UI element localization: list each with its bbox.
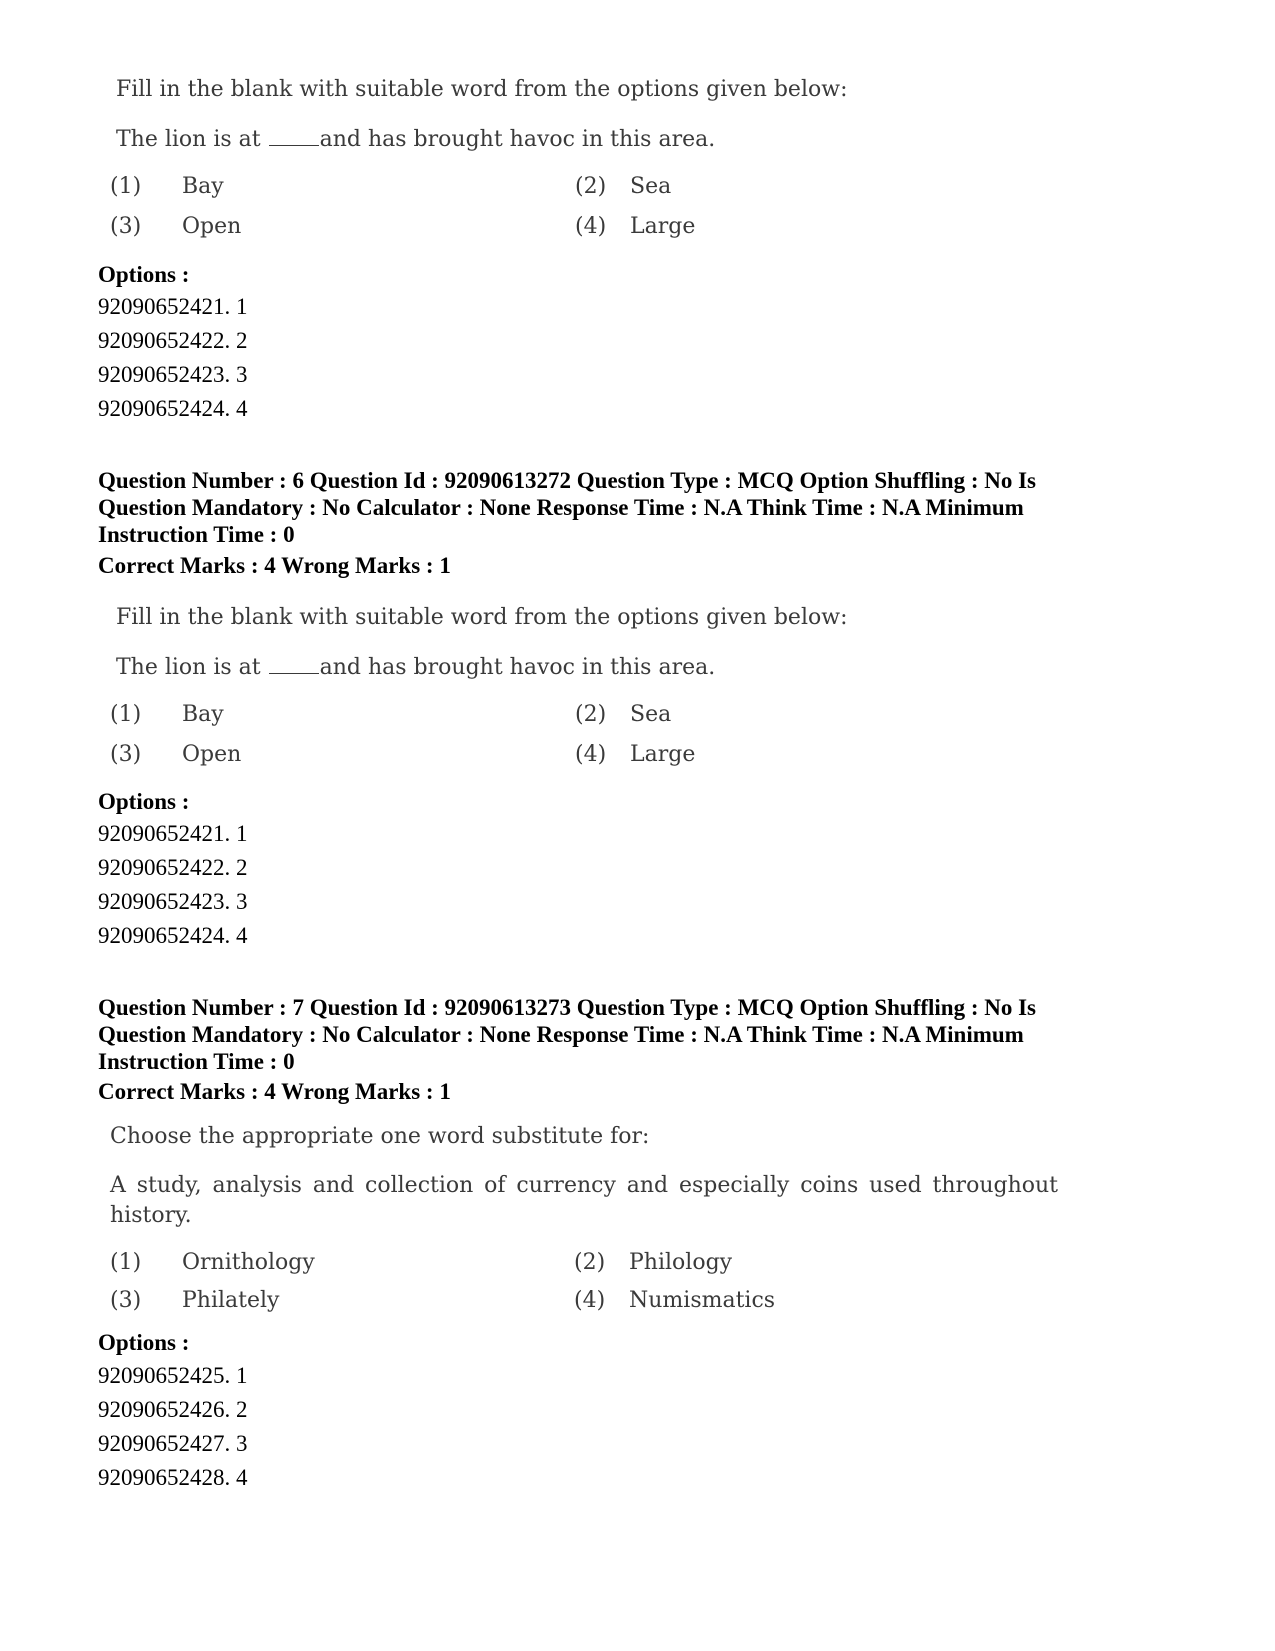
q7-question-block	[110, 1122, 1110, 1322]
q5-sentence-before: The lion is at	[116, 127, 261, 152]
q6-meta-line-1: Question Number : 6 Question Id : 92090613272 Question Type : MCQ Option Shuffling : No Is	[98, 468, 1037, 493]
q6-meta	[98, 467, 1188, 548]
q7-choice-1: (1) Ornithology	[110, 1250, 315, 1275]
q5-instruction: Fill in the blank with suitable word from the options given below:	[116, 77, 848, 102]
q5-options-label: Options :	[98, 262, 190, 287]
q5-option-2: 92090652422. 2	[98, 328, 248, 353]
q5-option-1: 92090652421. 1	[98, 294, 248, 319]
q6-question-block	[110, 603, 1110, 783]
q5-choice-2: (2) Sea	[575, 174, 672, 199]
q5-question-block	[110, 75, 1110, 255]
q7-choice-2: (2) Philology	[574, 1250, 733, 1275]
q5-choice-1: (1) Bay	[110, 174, 224, 199]
q7-paragraph: A study, analysis and collection of currency and especially coins used throughout history.	[110, 1173, 1058, 1228]
q7-options-list	[98, 1359, 248, 1495]
q6-meta-line-3: Instruction Time : 0	[98, 522, 295, 547]
q6-instruction: Fill in the blank with suitable word from the options given below:	[116, 605, 848, 630]
q6-choice-1: (1) Bay	[110, 702, 224, 727]
q5-choice-3: (3) Open	[110, 214, 242, 239]
q6-sentence-after: and has brought havoc in this area.	[319, 655, 716, 680]
q5-choice-4: (4) Large	[575, 214, 696, 239]
q6-option-3: 92090652423. 3	[98, 889, 248, 914]
q6-option-1: 92090652421. 1	[98, 821, 248, 846]
q7-meta-line-3: Instruction Time : 0	[98, 1049, 295, 1074]
q6-blank	[269, 655, 319, 674]
q7-choice-4: (4) Numismatics	[574, 1288, 776, 1313]
q5-option-4: 92090652424. 4	[98, 396, 248, 421]
q5-sentence	[116, 125, 715, 155]
q6-sentence-before: The lion is at	[116, 655, 261, 680]
q6-choice-4: (4) Large	[575, 742, 696, 767]
q7-option-3: 92090652427. 3	[98, 1431, 248, 1456]
q6-choice-3: (3) Open	[110, 742, 242, 767]
q7-option-4: 92090652428. 4	[98, 1465, 248, 1490]
q6-meta-line-2: Question Mandatory : No Calculator : None Response Time : N.A Think Time : N.A Minimum	[98, 495, 1024, 520]
q6-option-4: 92090652424. 4	[98, 923, 248, 948]
q7-meta	[98, 994, 1188, 1075]
q7-choice-3: (3) Philately	[110, 1288, 280, 1313]
q6-options-label: Options :	[98, 789, 190, 814]
q7-meta-line-2: Question Mandatory : No Calculator : None Response Time : N.A Think Time : N.A Minimum	[98, 1022, 1024, 1047]
q6-options-list	[98, 817, 248, 953]
q7-meta-line-1: Question Number : 7 Question Id : 92090613273 Question Type : MCQ Option Shuffling : No Is	[98, 995, 1037, 1020]
q6-choice-2: (2) Sea	[575, 702, 672, 727]
q5-blank	[269, 127, 319, 146]
q6-marks: Correct Marks : 4 Wrong Marks : 1	[98, 553, 451, 578]
q7-option-2: 92090652426. 2	[98, 1397, 248, 1422]
q5-sentence-after: and has brought havoc in this area.	[319, 127, 716, 152]
q7-option-1: 92090652425. 1	[98, 1363, 248, 1388]
q7-marks: Correct Marks : 4 Wrong Marks : 1	[98, 1079, 451, 1104]
q5-options-list	[98, 290, 248, 426]
q5-option-3: 92090652423. 3	[98, 362, 248, 387]
q6-option-2: 92090652422. 2	[98, 855, 248, 880]
q7-instruction: Choose the appropriate one word substitute for:	[110, 1124, 650, 1149]
q7-options-label: Options :	[98, 1330, 190, 1355]
q6-sentence	[116, 653, 715, 683]
